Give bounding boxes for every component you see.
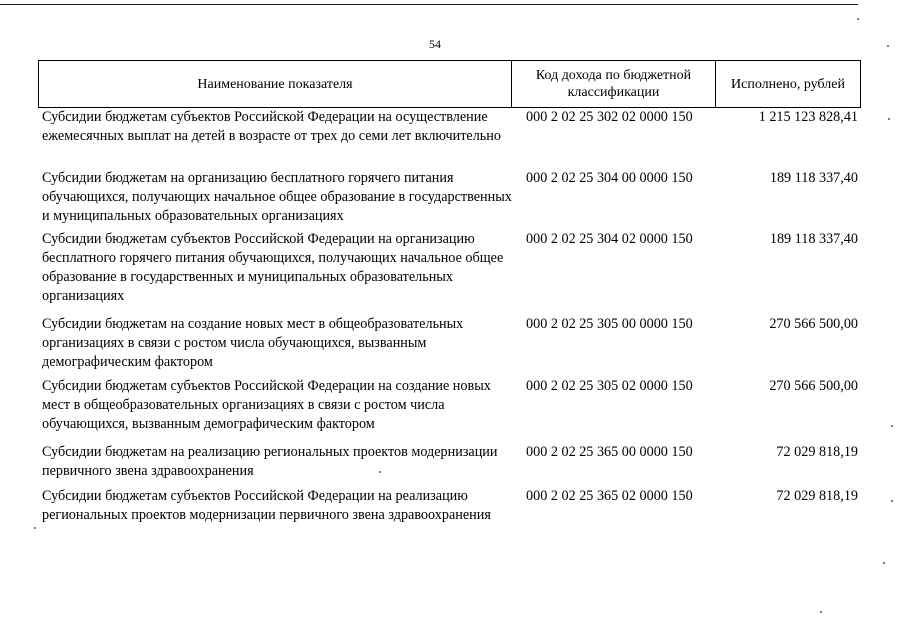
row-code: 000 2 02 25 365 02 0000 150	[526, 488, 693, 504]
scan-speck	[888, 118, 890, 120]
header-amount-column: Исполнено, рублей	[716, 61, 861, 108]
row-name: Субсидии бюджетам субъектов Российской Федерации на реализацию региональных проектов модернизации первичного звена здравоохранения	[42, 488, 491, 523]
row-name: Субсидии бюджетам на создание новых мест в общеобразовательных организациях в связи с ростом числа обучающихся, вызванным демографическим фактором	[42, 316, 464, 370]
row-name: Субсидии бюджетам на реализацию региональных проектов модернизации первичного звена здравоохранения	[42, 444, 498, 479]
row-code: 000 2 02 25 302 02 0000 150	[526, 109, 693, 125]
row-code: 000 2 02 25 304 00 0000 150	[526, 170, 693, 186]
row-code: 000 2 02 25 365 00 0000 150	[526, 444, 693, 460]
row-amount: 270 566 500,00	[769, 316, 858, 332]
row-amount: 189 118 337,40	[769, 231, 858, 247]
scan-speck	[34, 527, 36, 529]
table-header	[38, 60, 861, 108]
scan-speck	[883, 562, 885, 564]
scan-speck	[891, 425, 893, 427]
scan-speck	[857, 18, 859, 20]
row-amount: 189 118 337,40	[769, 170, 858, 186]
header-name-column: Наименование показателя	[39, 61, 512, 108]
scan-speck	[820, 611, 822, 613]
row-name: Субсидии бюджетам на организацию бесплатного горячего питания обучающихся, получающих начальное общее образование в государственных и муниципальных образовательных организациях	[42, 170, 512, 224]
row-amount: 72 029 818,19	[776, 444, 858, 460]
row-name: Субсидии бюджетам субъектов Российской Федерации на осуществление ежемесячных выплат на детей в возрасте от трех до семи лет включительно	[42, 109, 501, 144]
row-amount: 270 566 500,00	[769, 378, 858, 394]
row-code: 000 2 02 25 304 02 0000 150	[526, 231, 693, 247]
scan-speck	[379, 471, 381, 473]
row-name: Субсидии бюджетам субъектов Российской Федерации на создание новых мест в общеобразовательных организациях в связи с ростом числа обучающихся, вызванным демографическим фактором	[42, 378, 491, 432]
top-rule	[0, 4, 858, 5]
row-amount: 1 215 123 828,41	[758, 109, 858, 125]
row-amount: 72 029 818,19	[776, 488, 858, 504]
scan-speck	[887, 45, 889, 47]
row-name: Субсидии бюджетам субъектов Российской Федерации на организацию бесплатного горячего питания обучающихся, получающих начальное общее образование в государственных и муниципальных образовательных организациях	[42, 231, 504, 304]
scan-speck	[891, 500, 893, 502]
header-code-column: Код дохода по бюджетной классификации	[512, 61, 716, 108]
row-code: 000 2 02 25 305 02 0000 150	[526, 378, 693, 394]
row-code: 000 2 02 25 305 00 0000 150	[526, 316, 693, 332]
page-number: 54	[429, 37, 441, 51]
